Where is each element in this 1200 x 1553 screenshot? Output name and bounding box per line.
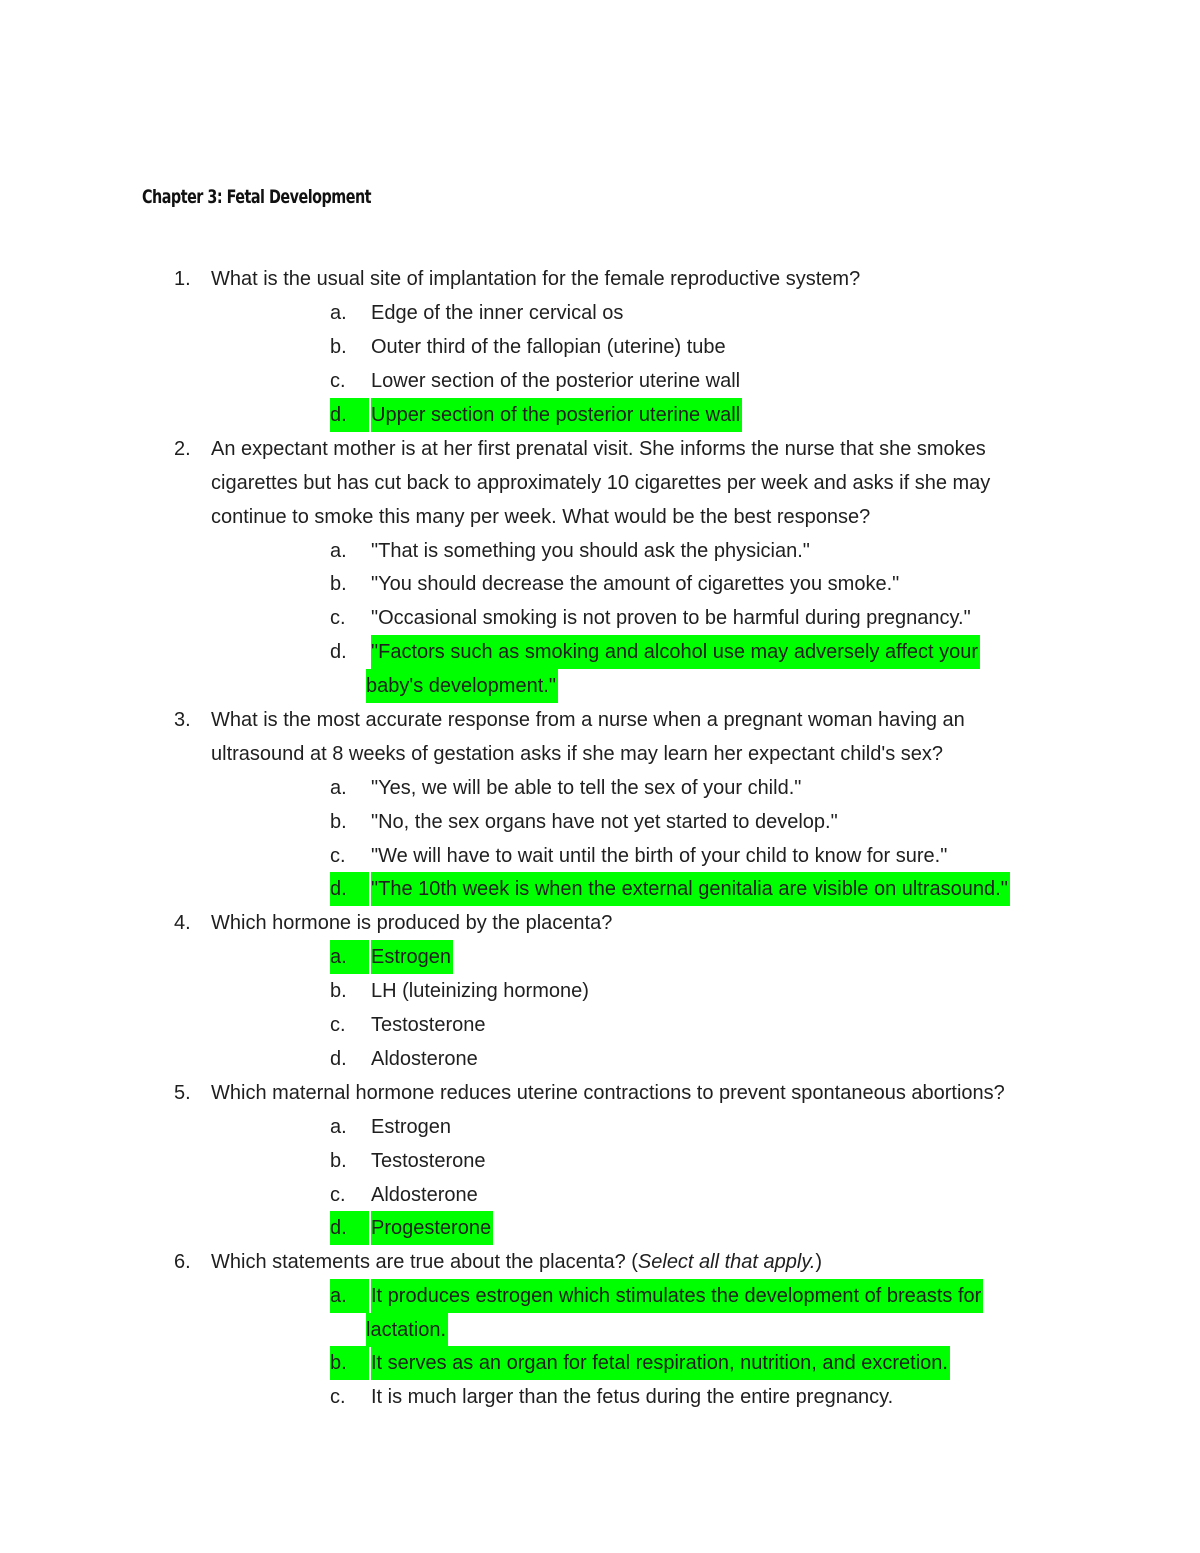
question-text: An expectant mother is at her first prenatal visit. She informs the nurse that she smokes [211,438,986,460]
option-letter: c. [330,370,346,392]
question-number: 3. [174,709,191,731]
question-text: Which maternal hormone reduces uterine contractions to prevent spontaneous abortions? [211,1082,1005,1104]
correct-option-letter: d. [330,1211,369,1245]
question-number: 6. [174,1251,191,1273]
correct-option-text: "The 10th week is when the external genitalia are visible on ultrasound." [371,872,1010,906]
question-text-suffix: ) [815,1251,823,1273]
correct-option-letter: b. [330,1346,369,1380]
correct-option-text: Estrogen [371,940,453,974]
correct-option-letter: d. [330,872,369,906]
option-letter: a. [330,540,347,562]
option-letter: d. [330,1048,347,1070]
option-letter: a. [330,302,347,324]
correct-option-text: lactation. [366,1313,448,1347]
option-letter: b. [330,811,347,833]
option-text: Edge of the inner cervical os [371,302,624,324]
question-text: What is the most accurate response from a nurse when a pregnant woman having an [211,709,965,731]
option-text: Estrogen [371,1116,452,1138]
correct-option-letter: d. [330,398,369,432]
option-text: "We will have to wait until the birth of your child to know for sure." [371,845,948,867]
option-letter: b. [330,336,347,358]
correct-option-text: baby's development." [366,669,558,703]
option-text: Testosterone [371,1014,486,1036]
correct-option-letter: a. [330,940,369,974]
question-text: What is the usual site of implantation for the female reproductive system? [211,268,861,290]
option-text: "That is something you should ask the physician." [371,540,810,562]
correct-option-text: "Factors such as smoking and alcohol use may adversely affect your [371,635,980,669]
chapter-title: Chapter 3: Fetal Development [142,186,372,208]
option-text: Lower section of the posterior uterine wall [371,370,741,392]
option-text: "No, the sex organs have not yet started to develop." [371,811,838,833]
option-letter: c. [330,607,346,629]
option-text: "Occasional smoking is not proven to be harmful during pregnancy." [371,607,971,629]
correct-option-text: Upper section of the posterior uterine wall [371,398,742,432]
correct-option-text: It produces estrogen which stimulates the development of breasts for [371,1279,983,1313]
option-letter: b. [330,573,347,595]
option-letter: d. [330,641,347,663]
option-letter: b. [330,980,347,1002]
option-text: "You should decrease the amount of cigarettes you smoke." [371,573,900,595]
question-text-italic: Select all that apply. [637,1251,816,1273]
option-letter: a. [330,1116,347,1138]
option-text: Outer third of the fallopian (uterine) tube [371,336,726,358]
option-text: Aldosterone [371,1184,478,1206]
question-text: ultrasound at 8 weeks of gestation asks if she may learn her expectant child's sex? [211,743,943,765]
question-text: cigarettes but has cut back to approximately 10 cigarettes per week and asks if she may [211,472,991,494]
question-text [211,1245,822,1279]
correct-option-letter: a. [330,1279,369,1313]
question-number: 5. [174,1082,191,1104]
option-letter: c. [330,845,346,867]
option-text: "Yes, we will be able to tell the sex of your child." [371,777,802,799]
option-text: It is much larger than the fetus during the entire pregnancy. [371,1386,894,1408]
option-letter: a. [330,777,347,799]
question-number: 4. [174,912,191,934]
question-text: continue to smoke this many per week. What would be the best response? [211,506,871,528]
option-letter: c. [330,1014,346,1036]
option-text: Aldosterone [371,1048,478,1070]
correct-option-text: Progesterone [371,1211,493,1245]
option-text: LH (luteinizing hormone) [371,980,589,1002]
option-letter: b. [330,1150,347,1172]
option-letter: c. [330,1386,346,1408]
question-text-prefix: Which statements are true about the placenta? ( [211,1251,638,1273]
question-number: 2. [174,438,191,460]
option-letter: c. [330,1184,346,1206]
question-text: Which hormone is produced by the placenta? [211,912,613,934]
question-number: 1. [174,268,191,290]
correct-option-text: It serves as an organ for fetal respiration, nutrition, and excretion. [371,1346,950,1380]
option-text: Testosterone [371,1150,486,1172]
